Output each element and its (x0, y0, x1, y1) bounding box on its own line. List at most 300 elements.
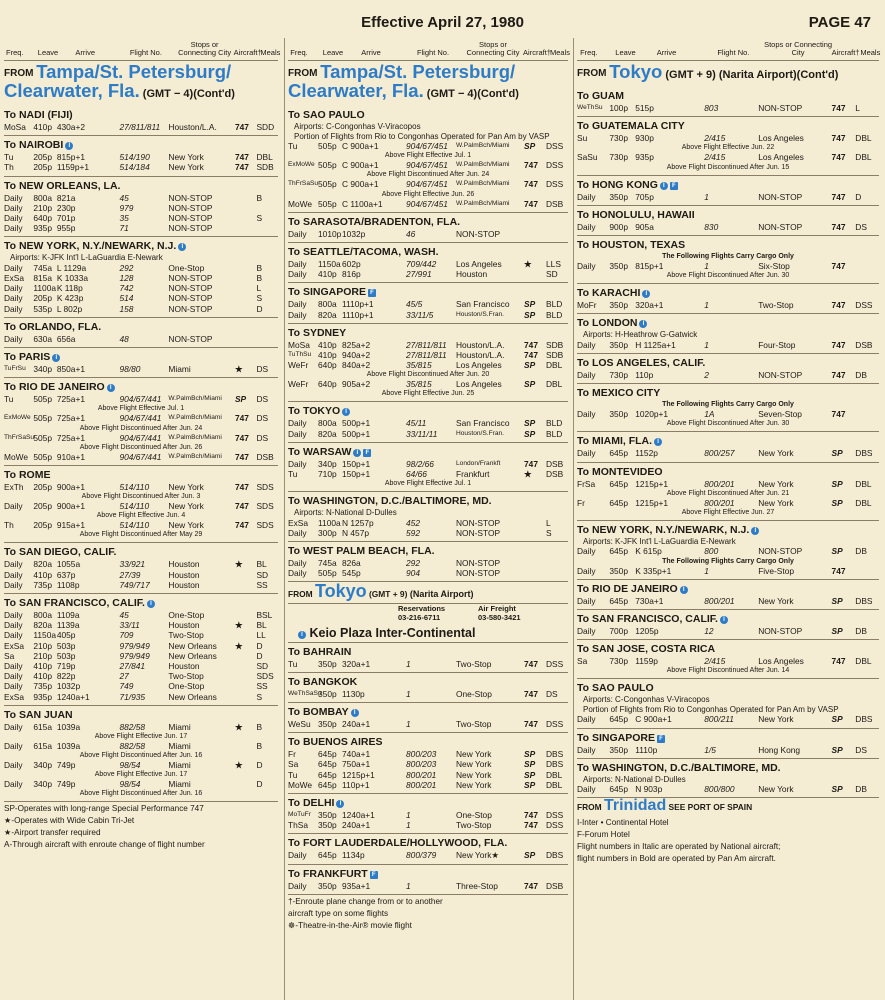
flight-number: 979 (119, 202, 134, 213)
destination-name: To NAIROBI I (4, 139, 278, 152)
departure-time: 205p (33, 152, 52, 163)
departure-time: 205p (33, 481, 52, 492)
meals: SS (256, 579, 268, 590)
airport-note: Airports: N-National D-Dulles (583, 774, 686, 784)
flight-number: 1 (406, 658, 411, 669)
arrival-time: 1109a (56, 610, 80, 620)
arrival-time: K 615p (635, 546, 662, 557)
frequency: WeFr (288, 379, 309, 390)
aircraft-type: SP (524, 850, 536, 861)
arrival-time: 1110p (635, 744, 658, 755)
arrival-time: 430a+2 (56, 122, 86, 132)
meals: L (256, 283, 262, 294)
footnote: ★-Operates with Wide Cabin Tri-Jet (4, 816, 135, 826)
aircraft-type: SP (524, 779, 536, 790)
flight-number: 800/203 (406, 749, 437, 760)
destination-name: To SAN FRANCISCO, CALIF. I (577, 613, 879, 626)
frequency: ExSa (288, 517, 309, 528)
column-1 (4, 62, 278, 996)
flight-row (4, 520, 278, 530)
column-header-stops: Stops or Connecting City (178, 40, 232, 57)
flight-row (577, 596, 879, 606)
flight-row (4, 570, 278, 580)
flight-number: 2/415 (704, 133, 726, 144)
intercontinental-hotel-icon: I (720, 616, 728, 624)
departure-time: 505p (33, 394, 52, 405)
arrival-time: 1205p (635, 626, 659, 636)
intercontinental-hotel-icon: I (642, 290, 650, 298)
stops-or-connection: Two-Stop (456, 658, 492, 669)
frequency: Fr (577, 497, 585, 508)
flight-number: 709/442 (406, 258, 437, 269)
frequency: Tu (4, 152, 14, 163)
column-header-meals: Meals (550, 48, 571, 57)
flight-row (577, 370, 879, 380)
destination-name: To SAN DIEGO, CALIF. (4, 546, 117, 559)
meals: DSS (546, 719, 564, 730)
stops-or-connection: NON-STOP (168, 202, 213, 213)
stops-or-connection: Houston/L.A. (456, 349, 505, 360)
departure-time: 645p (318, 749, 337, 760)
frequency: Daily (4, 760, 23, 771)
frequency: Fr (288, 749, 296, 760)
forum-hotel-icon: F (670, 182, 678, 190)
frequency: Daily (577, 221, 596, 232)
flight-row (4, 501, 278, 511)
page-number: PAGE 47 (808, 14, 871, 31)
frequency: WeFr (288, 360, 309, 371)
flight-row (577, 714, 879, 724)
stops-or-connection: New York (758, 784, 794, 795)
flight-number: 904/67/441 (119, 432, 162, 443)
flight-row (4, 193, 278, 203)
meals: B (256, 740, 263, 751)
frequency: Tu (288, 769, 298, 780)
stops-or-connection: NON-STOP (456, 517, 501, 528)
destination-section (288, 283, 568, 323)
destination-name: To NEW YORK, N.Y./NEWARK, N.J. I (4, 240, 278, 253)
departure-time: 350p (318, 658, 337, 669)
stops-or-connection: NON-STOP (456, 527, 501, 538)
meals: DBL (546, 360, 563, 371)
arrival-time: 110p+1 (342, 779, 370, 790)
aircraft-type: 747 (524, 458, 538, 469)
frequency: Daily (4, 610, 23, 620)
flight-row (577, 261, 879, 271)
arrival-time: 656a (56, 333, 76, 344)
stops-or-connection: NON-STOP (758, 221, 803, 232)
stops-or-connection: Los Angeles (456, 379, 502, 390)
flight-number: 514/110 (119, 520, 150, 531)
flight-row (577, 566, 879, 576)
arrival-time: 905a (635, 221, 654, 232)
departure-time: 340p (33, 760, 52, 771)
departure-time: 615a (33, 740, 52, 751)
meals: S (256, 691, 263, 702)
departure-time: 505p (33, 432, 52, 443)
stops-or-connection: NON-STOP (168, 283, 213, 294)
flight-row (577, 409, 879, 419)
meals: DB (855, 626, 867, 636)
stops-or-connection: New York (168, 481, 204, 492)
departure-time: 505p (318, 179, 337, 190)
flight-row (288, 528, 568, 538)
flight-row (4, 213, 278, 223)
flight-number: 514 (119, 293, 134, 304)
meals: DSB (546, 880, 564, 891)
flight-number: 98/80 (119, 363, 141, 374)
departure-time: 800a (318, 299, 337, 310)
frequency: Daily (577, 714, 596, 725)
stops-or-connection: Houston (168, 620, 200, 631)
aircraft-type: SP (524, 418, 536, 429)
arrival-time: 725a+1 (56, 432, 86, 443)
flight-row (4, 760, 278, 770)
flight-number: 27/811/811 (406, 339, 447, 350)
flight-number: 98/2/66 (406, 458, 434, 469)
destination-name: To KARACHI I (577, 287, 879, 300)
departure-time: 820a (33, 559, 52, 570)
arrival-time: 730a+1 (635, 595, 664, 606)
from-city: Tampa/St. Petersburg/ (36, 62, 232, 82)
departure-time: 1010p (318, 228, 342, 239)
stops-or-connection: Two-Stop (168, 630, 204, 641)
departure-time: 350p (609, 409, 628, 420)
footnote: I-Inter • Continental Hotel (577, 817, 669, 827)
destination-section (577, 759, 879, 799)
flight-row (4, 661, 278, 671)
aircraft-type: 747 (234, 481, 249, 492)
frequency: Daily (4, 283, 23, 294)
flight-note (288, 151, 568, 160)
flight-number: 98/54 (119, 760, 141, 771)
flight-number: 592 (406, 527, 420, 538)
frequency: TuFrSu (4, 364, 26, 372)
flight-note-text: Above Flight Discontinued After Jun. 20 (366, 371, 490, 379)
flight-row (577, 626, 879, 636)
flight-note (4, 751, 278, 760)
frequency: Daily (4, 223, 23, 234)
departure-time: 340p (33, 779, 52, 790)
arrival-time: 240a+1 (342, 820, 371, 831)
departure-time: 535p (33, 303, 52, 314)
frequency: Tu (288, 141, 298, 151)
column-header-flight-no: Flight No. (416, 48, 450, 57)
arrival-time: 749p (56, 779, 76, 790)
flight-note (4, 443, 278, 452)
flight-row (4, 610, 278, 620)
flight-note-text: Above Flight Discontinued After Jun. 16 (79, 752, 203, 760)
aircraft-type: 747 (831, 656, 846, 667)
aircraft-type: SP (831, 626, 843, 636)
intercontinental-hotel-icon: I (178, 243, 186, 251)
arrival-time: 1020p+1 (635, 409, 669, 420)
flight-row (288, 310, 568, 320)
departure-time: 205p (33, 501, 52, 512)
meals: DSB (256, 451, 274, 462)
flight-row (4, 394, 278, 404)
destination-section (288, 243, 568, 283)
flight-number: 904/67/451 (406, 179, 448, 190)
meals: SDB (546, 339, 564, 350)
flight-number: 1 (704, 339, 709, 350)
flight-row (288, 160, 568, 170)
aircraft-type: 747 (524, 160, 538, 171)
destination-name: To HONG KONG I F (577, 179, 879, 192)
destination-section (4, 136, 278, 176)
departure-time: 735p (33, 579, 52, 590)
meals: D (256, 779, 263, 790)
meals: DBL (546, 769, 563, 780)
flight-number: 800/201 (704, 497, 735, 508)
flight-row (577, 498, 879, 508)
destination-name: To NEW ORLEANS, LA. (4, 179, 121, 192)
frequency: Daily (288, 269, 307, 280)
meals: SDB (546, 349, 564, 360)
flight-row (288, 719, 568, 729)
flight-row (4, 223, 278, 233)
destination-section (577, 354, 879, 384)
flight-number: 742 (119, 283, 134, 294)
flight-row (4, 452, 278, 462)
destination-section (288, 542, 568, 582)
frequency: Daily (577, 565, 596, 576)
stops-or-connection: W.PalmBch/Miami (456, 199, 510, 207)
timezone: (GMT + 9) (366, 589, 408, 600)
flight-row (288, 350, 568, 360)
arrival-time: K 423p (56, 293, 84, 304)
flight-note-text: Above Flight Discontinued After Jun. 3 (81, 493, 201, 501)
column-header-freq: Freq. (6, 48, 24, 57)
stops-or-connection: W.PalmBch/Miami (168, 395, 222, 403)
arrival-time: 1134p (342, 850, 365, 861)
frequency: WeThSu (577, 104, 603, 111)
destination-name: To WASHINGTON, D.C./BALTIMORE, MD. (288, 495, 492, 508)
destination-section (577, 521, 879, 580)
flight-number: 514/190 (119, 152, 150, 163)
meals: DS (256, 413, 269, 424)
timezone: (GMT + 9) (662, 69, 716, 81)
aircraft-type: SP (524, 299, 536, 310)
arrival-time: C 900a+1 (635, 714, 672, 725)
arrival-time: 405p (56, 630, 76, 641)
flight-row (4, 293, 278, 303)
column-header-flight-no: Flight No. (717, 48, 750, 57)
flight-number: 882/58 (119, 740, 146, 751)
departure-time: 640p (33, 212, 52, 223)
meals: BSL (256, 610, 273, 620)
arrival-time: 1215p+1 (342, 769, 375, 780)
departure-time: 350p (318, 688, 337, 699)
departure-time: 350p (609, 191, 628, 202)
stops-or-connection: One-Stop (168, 262, 205, 273)
intercontinental-hotel-icon: I (751, 527, 759, 535)
footnote: †-Enroute plane change from or to another (288, 896, 443, 906)
destination-name: To WEST PALM BEACH, FLA. (288, 545, 435, 558)
flight-number: 48 (119, 333, 129, 344)
flight-row (577, 300, 879, 310)
airport-note: Airports: C-Congonhas V-Viracopos (583, 695, 710, 705)
departure-time: 745a (318, 558, 337, 569)
destination-section (4, 106, 278, 136)
flight-note (4, 732, 278, 741)
destination-name: To LOS ANGELES, CALIF. (577, 357, 706, 369)
aircraft-type: 747 (831, 103, 846, 113)
footnote: ★-Airport transfer required (4, 828, 101, 838)
destination-name: To HONOLULU, HAWAII (577, 208, 695, 221)
frequency: Daily (288, 850, 307, 861)
aircraft-type: 747 (524, 809, 538, 820)
frequency: Daily (4, 212, 23, 223)
arrival-time: 1110p+1 (342, 309, 374, 320)
aircraft-type: 747 (234, 122, 249, 132)
flight-row (577, 103, 879, 113)
meals: DB (855, 784, 867, 795)
flight-number: 1/5 (704, 744, 716, 755)
destination-section (288, 643, 568, 673)
contact-numbers (288, 604, 568, 626)
destination-section (577, 284, 879, 314)
flight-number: 27/39 (119, 569, 141, 580)
arrival-time: 701p (56, 212, 76, 223)
arrival-time: 900a+1 (56, 481, 86, 492)
aircraft-type: ★ (234, 640, 243, 651)
airport-note: Airports: K-JFK Int'l L-LaGuardia E-Newark (583, 536, 736, 546)
destination-name: To ROME (4, 468, 51, 481)
frequency: Su (577, 133, 588, 144)
stops-or-connection: Los Angeles (456, 258, 502, 269)
arrival-time: 1215p+1 (635, 478, 669, 489)
arrival-time: 935a+1 (342, 880, 371, 891)
frequency: Daily (577, 546, 596, 557)
stops-or-connection: New York (758, 595, 794, 606)
arrival-time: K 118p (56, 283, 83, 294)
flight-note (577, 557, 879, 566)
see-reference: SEE PORT OF SPAIN (666, 802, 753, 813)
stops-or-connection: New Orleans (168, 640, 217, 651)
aircraft-type: SP (831, 714, 843, 725)
arrival-time: 1240a+1 (342, 809, 375, 820)
aircraft-type: SP (831, 478, 843, 489)
departure-time: 100p (609, 103, 628, 113)
airport-note: Airports: K-JFK Int'l L-LaGuardia E-Newark (10, 253, 163, 263)
flight-row (577, 340, 879, 350)
aircraft-type: 747 (831, 133, 846, 144)
destination-section (288, 673, 568, 703)
frequency: ExTh (4, 481, 24, 492)
destination-section (4, 237, 278, 317)
meals: DBL (546, 379, 563, 390)
arrival-time: C 900a+1 (342, 141, 379, 151)
flight-number: 749 (119, 681, 134, 692)
flight-row (4, 413, 278, 423)
arrival-time: 719p (56, 660, 76, 671)
meals: DSB (855, 339, 873, 350)
flight-note (4, 424, 278, 433)
stops-or-connection: New York (758, 714, 794, 725)
departure-time: 350p (609, 744, 628, 755)
meals: BLD (546, 299, 563, 310)
timezone: (GMT − 4)(Cont'd) (139, 88, 235, 100)
stops-or-connection: Seven-Stop (758, 409, 802, 420)
stops-or-connection: W.PalmBch/Miami (168, 452, 222, 460)
flight-row (288, 568, 568, 578)
column-header (577, 38, 879, 61)
aircraft-type: 747 (831, 260, 846, 271)
flight-row (4, 283, 278, 293)
destination-section (288, 402, 568, 442)
aircraft-type: SP (524, 749, 536, 760)
arrival-time: 816p (342, 269, 361, 280)
stops-or-connection: New Orleans (168, 650, 217, 661)
meals: LL (256, 630, 266, 641)
flight-row (4, 620, 278, 630)
frequency: ExSa (4, 691, 25, 702)
flight-row (4, 482, 278, 492)
departure-time: 210p (33, 202, 52, 213)
departure-time: 700p (609, 626, 628, 636)
flight-row (4, 580, 278, 590)
arrival-time: 750a+1 (342, 759, 371, 770)
frequency: Daily (4, 671, 23, 682)
stops-or-connection: Five-Stop (758, 565, 795, 576)
arrival-time: 815p+1 (635, 260, 664, 271)
departure-time: 210p (33, 650, 52, 661)
destination-section (288, 794, 568, 834)
arrival-time: H 1125a+1 (635, 339, 676, 350)
airport-name: (Narita Airport) (407, 589, 474, 600)
column-header-flight-no: Flight No. (129, 48, 162, 57)
destination-section (577, 117, 879, 175)
departure-time: 645p (609, 478, 628, 489)
destination-name: To MIAMI, FLA. I (577, 435, 879, 448)
arrival-time: 1055a (56, 559, 81, 570)
flight-note (288, 389, 568, 398)
destination-section (288, 324, 568, 403)
flight-row (4, 671, 278, 681)
flight-note (288, 170, 568, 179)
flight-number: 35/815 (406, 360, 432, 371)
arrival-time: 825a+2 (342, 339, 371, 350)
frequency: Tu (4, 394, 14, 405)
arrival-time: C 1100a+1 (342, 198, 383, 209)
arrival-time: 637p (56, 569, 76, 580)
flight-number: 904/67/451 (406, 198, 448, 209)
destination-section (4, 348, 278, 378)
aircraft-type: SP (524, 309, 536, 320)
meals: D (256, 640, 263, 651)
arrival-time: 110p (635, 370, 654, 380)
stops-or-connection: NON-STOP (168, 293, 213, 304)
flight-note (577, 489, 879, 498)
from-origin-heading (4, 62, 278, 100)
flight-row (4, 779, 278, 789)
destination-name: To SINGAPORE F (288, 286, 568, 299)
meals: DSB (546, 469, 564, 479)
arrival-time: 1108p (56, 579, 80, 590)
departure-time: 350p (318, 880, 337, 891)
flight-number: 46 (406, 228, 416, 239)
meals: L (855, 103, 860, 113)
frequency: Daily (288, 568, 307, 579)
arrival-time: K 335p+1 (635, 565, 672, 576)
footnote: A-Through aircraft with enroute change of flight number (4, 840, 205, 850)
flight-number: 35/815 (406, 379, 432, 390)
destination-name: To ORLANDO, FLA. (4, 320, 102, 333)
stops-or-connection: Two-Stop (456, 719, 492, 730)
column-header-leave: Leave (322, 48, 344, 57)
departure-time: 505p (318, 198, 337, 209)
